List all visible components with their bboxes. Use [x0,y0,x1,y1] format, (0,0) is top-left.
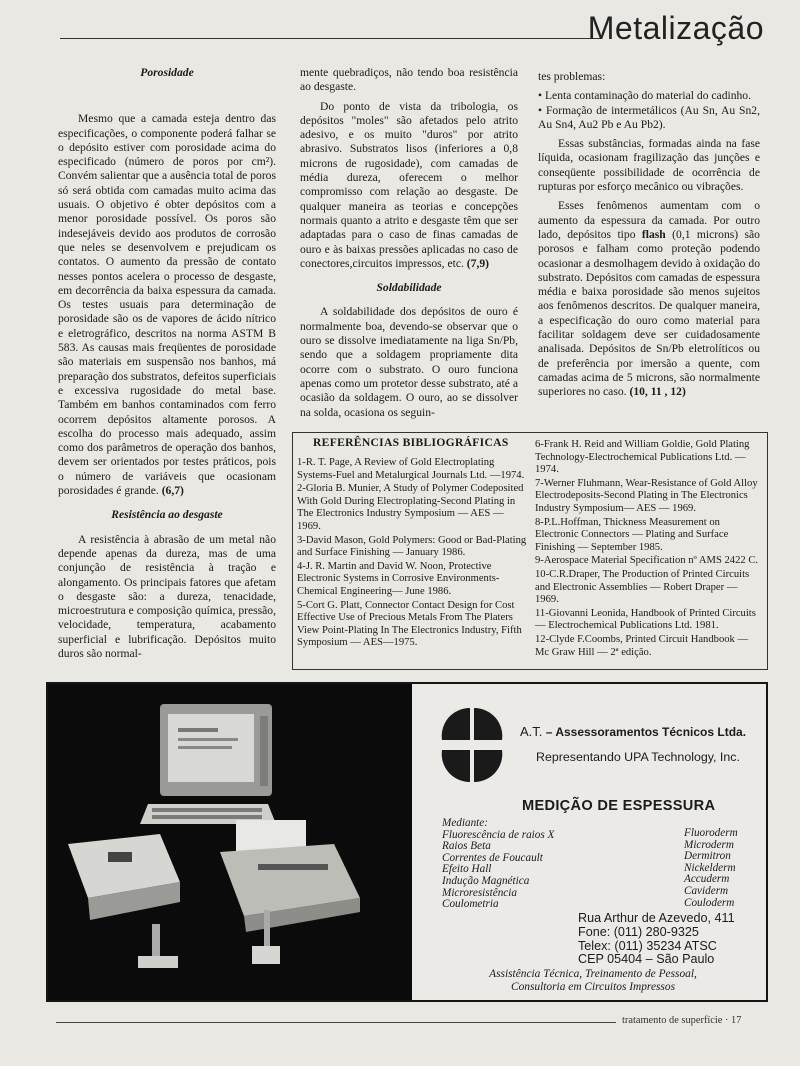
method-list-title: Mediante: [442,817,488,829]
method-item: Microresistência [442,886,517,899]
column-2 [300,66,518,425]
product-list [684,828,738,909]
list-item: • Lenta contaminação do material do cadinho. [538,89,760,103]
references-box [292,432,768,670]
list-item: • Formação de intermetálicos (Au Sn, Au Sn2, Au Sn4, Au2 Pb e Au Pb2). [538,104,760,133]
method-item: Raios Beta [442,840,491,853]
heading-soldabilidade: Soldabilidade [376,281,442,295]
paragraph-fenomenos-text-a: Esses fenômenos aumentam com o aumento da espessura da camada. Por outro lado, depósitos tipo [538,199,760,241]
reference-citation: (7,9) [466,256,489,270]
reference-item: 6-Frank H. Reid and William Goldie, Gold Plating Technology-Electrochemical Publications Ltd. — 1974. [535,439,750,476]
references-right-column [535,439,761,660]
reference-item: 5-Cort G. Platt, Connector Contact Design for Cost Effective Use of Precious Metals From The Platers View Point-Plating In The Electronics Industry, Fifth Symposium — AES—1975. [297,599,522,649]
references-title: REFERÊNCIAS BIBLIOGRÁFICAS [313,436,509,449]
footer-page-info: tratamento de superfície · 17 [622,1015,742,1026]
equipment-photo [48,684,412,1000]
ad-headline: MEDIÇÃO DE ESPESSURA [522,798,716,814]
reference-item: 4-J. R. Martin and David W. Noon, Protective Electronic Systems in Corrosive Environments-Chemical Engineering— June 1986. [297,560,500,597]
product-item: Couloderm [684,896,735,909]
paragraph-fenomenos-text-b: (0,1 microns) são porosos e falham como proteção podendo ocasionar a desmolhagem devido à oxidação do substrato. Depósitos com camadas de espessura média e baixa porosidade são menos sujeitos aos fenômenos descritos. De qualquer maneira, a especificação do ouro como material para facilitar soldagem deve ser cuidadosamente analisada. Depósitos de Sn/Pb eletrolíticos ou de preferência por imersão a quente, com camadas acima de 5 microns, são normalmente superiores no caso. [538,227,760,399]
paragraph-soldabilidade: A soldabilidade dos depósitos de ouro é normalmente boa, devendo-se observar que o ouro se dissolve imediatamente na liga Sn/Pb, sendo que a soldagem propriamente dita ocorre com o substrato. O ouro funciona apenas como um protetor desse substrato, até a ocasião da soldagem. O ouro, ao se dissolver na solda, ocasiona os seguin- [300,305,518,419]
paragraph-fenomenos [538,199,760,399]
method-item: Indução Magnética [442,874,530,887]
paragraph-continuation: tes problemas: [538,70,606,83]
term-flash: flash [641,227,666,241]
equipment-illustration [48,684,412,1000]
reference-item: 7-Werner Fluhmann, Wear-Resistance of Gold Alloy Electrodeposits-Second Plating in The Electronics Industry Symposium— AES — 1969. [535,477,758,514]
references-left-column [297,457,527,651]
representing-text: Representando UPA Technology, Inc. [536,750,740,764]
method-item: Efeito Hall [442,863,492,876]
address-telex: Telex: (011) 35234 ATSC [578,938,717,953]
product-item: Nickelderm [684,861,736,874]
advertisement [46,682,768,1002]
company-logo-icon [440,706,504,784]
reference-item: 3-David Mason, Gold Polymers: Good or Bad-Plating and Surface Finishing — January 1986. [297,534,527,559]
problems-list [538,89,760,132]
address-cep: CEP 05404 – São Paulo [578,952,715,967]
method-item: Correntes de Foucault [442,851,543,864]
heading-resistencia: Resistência ao desgaste [111,508,223,522]
product-item: Fluoroderm [684,827,738,839]
section-title: Metalização [587,10,764,46]
product-item: Accuderm [684,873,730,886]
paragraph-porosidade [58,112,276,498]
company-address [578,912,735,967]
paragraph-tribologia-text: Do ponto de vista da tribologia, os depósitos "moles" são afetados pelo atrito adesivo, e os muito "duros" por atrito abrasivo. Substratos lisos (inferiores a 0,8 microns de rugosidade), com camadas de média dureza, oferecem o melhor compromisso com relação ao desgaste. De qualquer maneira as teorias e concepções normais quanto a atrito e desgaste têm que ser adaptadas para o caso de finas camadas de ouro e às baixas pressões aplicadas no caso de conectores,circuitos impressos, etc. [300,99,518,270]
product-item: Caviderm [684,884,729,897]
heading-porosidade: Porosidade [140,66,194,79]
method-list [442,818,554,911]
services-text [420,968,766,994]
reference-item: 8-P.L.Hoffman, Thickness Measurement on Electronic Connectors — Plating and Surface Finishing — September 1985. [535,516,729,553]
column-3 [538,70,760,405]
reference-item: 2-Gloria B. Munier, A Study of Polymer Codeposited With Gold During Electroplating-Second Plating in The Electronics Industry Symposium — AES — 1969. [297,483,524,532]
reference-item: 10-C.R.Draper, The Production of Printed Circuits and Electronic Assemblies — Robert Draper — 1969. [535,568,750,606]
paragraph-porosidade-text: Mesmo que a camada esteja dentro das especificações, o componente poderá falhar se o depósito estiver com porosidade acima do especificado (número de poros por cm²). Convém salientar que a ausência total de poros só será obtida com camadas muito acima das usuais. O objetivo é obter depósitos com a menor porosidade possível. Os poros são indesejáveis devido aos produtos de corrosão que neles se desenvolvem e prejudicam os contatos. O aumento da pressão de contato nesses pontos acelera o processo de desgaste, em decorrência da baixa espessura da camada. Os testes usuais para determinação de porosidade são os de vapores de ácido nítrico e eletrográfico, descritos na norma ASTM B 583. As causas mais freqüentes de porosidade são materiais em suspensão nos banhos, má preparação dos substratos, defeitos superficiais e excessiva rugosidade do metal base. Também em banhos contaminados com ferro ocorrem depósitos altamente porosos. A escolha do processo mais adequado, assim como dos parâmetros de operação dos banhos, devem ser orientados por testes práticos, pois o número de variáveis que ocasionam porosidades é grande. [58,112,276,498]
company-short: A.T. [520,724,543,739]
company-name [520,724,746,739]
reference-item: 9-Aerospace Material Specification nº AMS 2422 C. [535,555,759,567]
reference-item: 11-Giovanni Leonida, Handbook of Printed Circuits — Electrochemical Publications Ltd. 1981. [535,607,756,632]
services-line: Consultoria em Circuitos Impressos [510,981,675,993]
address-street: Rua Arthur de Azevedo, 411 [578,911,735,925]
reference-citation: (6,7) [161,484,184,498]
paragraph-resistencia: A resistência à abrasão de um metal não depende apenas da dureza, mas de uma conjunção de resistência à tração e alongamento. Os principais fatores que afetam o desgaste são: a dureza, tenacidade, microestrutura e composição química, pressão, velocidade, temperatura, acabamento superficial e lubrificação. Depósitos muito duros são normal- [58,532,276,660]
paragraph-substancias: Essas substâncias, formadas ainda na fase líquida, ocasionam fragilização das junções e conseqüente possibilidade de ocorrência de rupturas por esforço mecânico ou vibrações. [538,137,760,194]
header-rule [60,38,600,39]
address-phone: Fone: (011) 280-9325 [578,924,699,939]
reference-item: 1-R. T. Page, A Review of Gold Electroplating Systems-Fuel and Metalurgical Journals Ltd. —1974. [297,457,525,481]
paragraph-tribologia [300,100,518,272]
footer-rule [56,1022,616,1023]
company-full-name: – Assessoramentos Técnicos Ltda. [545,725,747,739]
reference-item: 12-Clyde F.Coombs, Printed Circuit Handbook — Mc Graw Hill — 2ª edição. [535,633,749,658]
method-item: Fluorescência de raios X [442,828,555,841]
reference-citation: (10, 11 , 12) [629,385,686,399]
method-item: Coulometria [442,898,499,911]
services-line: Assistência Técnica, Treinamento de Pessoal, [489,968,697,980]
column-1 [58,62,276,666]
product-item: Dermitron [684,850,731,863]
product-item: Microderm [684,838,734,851]
paragraph-continuation: mente quebradiços, não tendo boa resistência ao desgaste. [300,66,518,94]
